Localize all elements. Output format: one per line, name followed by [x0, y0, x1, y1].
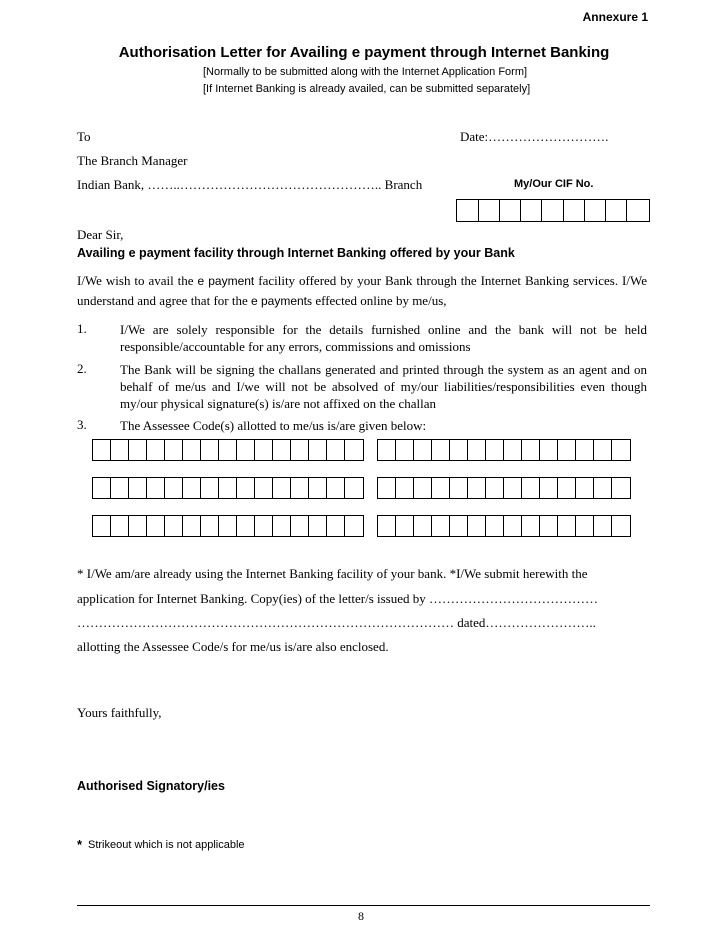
item-text-3: The Assessee Code(s) allotted to me/us is/are given below:: [120, 418, 427, 433]
item-text-2: The Bank will be signing the challans generated and printed through the system as an agent and on behalf of me/us and I/we will not be absolved of my/our liabilities/responsibilities even though my/our physical signature(s) is/are not affixed on the challan: [120, 362, 647, 411]
item-number-2: 2.: [77, 361, 87, 376]
footnote-text: Strikeout which is not applicable: [88, 839, 245, 851]
annexure-label: Annexure 1: [582, 10, 648, 24]
assessee-code-boxes-1: [92, 439, 364, 461]
assessee-code-boxes-4: [377, 477, 631, 499]
item-number-3: 3.: [77, 417, 87, 432]
salutation: Dear Sir,: [77, 227, 124, 242]
assessee-code-boxes-6: [377, 515, 631, 537]
item-text-1: I/We are solely responsible for the details furnished online and the bank will not be held responsible/accountable for any errors, commissions and omissions: [120, 322, 647, 354]
subtitle-if-availed: [If Internet Banking is already availed, can be submitted separately]: [203, 83, 531, 95]
assessee-code-boxes-5: [92, 515, 364, 537]
footnote-asterisk: *: [77, 837, 83, 852]
to-label: To: [77, 129, 91, 144]
page-number: 8: [358, 909, 364, 923]
intro-part2: facility offered by your Bank through the Internet Banking services. I/We understand and agree that for the: [77, 273, 647, 308]
assessee-code-boxes-3: [92, 477, 364, 499]
branch-line: Indian Bank, ……..……………………………………….. Branch: [77, 177, 423, 192]
document-title: Authorisation Letter for Availing e payment through Internet Banking: [118, 44, 610, 61]
existing-line-4: allotting the Assessee Code/s for me/us is/are also enclosed.: [77, 639, 389, 654]
authorised-signatory: Authorised Signatory/ies: [77, 779, 225, 793]
branch-manager: The Branch Manager: [77, 153, 188, 168]
cif-label: My/Our CIF No.: [514, 178, 594, 190]
date-field: Date:……………………….: [460, 129, 609, 144]
item-number-1: 1.: [77, 321, 87, 336]
cif-number-boxes: [456, 199, 650, 222]
footer-divider: [77, 905, 650, 906]
subtitle-normally: [Normally to be submitted along with the Internet Application Form]: [203, 66, 528, 78]
existing-line-1: * I/We am/are already using the Internet Banking facility of your bank. *I/We submit herewith the: [77, 566, 588, 581]
intro-paragraph: [77, 271, 647, 311]
closing: Yours faithfully,: [77, 705, 162, 720]
intro-epayment-2: e payment: [250, 294, 308, 308]
intro-part3: s effected online by me/us,: [307, 293, 447, 308]
existing-line-2: application for Internet Banking. Copy(ies) of the letter/s issued by …………………………………: [77, 591, 598, 606]
intro-epayment: e payment: [197, 274, 255, 288]
intro-part1: I/We wish to avail the: [77, 273, 194, 288]
assessee-code-boxes-2: [377, 439, 631, 461]
letter-subject: Availing e payment facility through Internet Banking offered by your Bank: [77, 246, 515, 260]
existing-line-3: …………………………………………………………………………… dated……………………..: [77, 615, 596, 630]
